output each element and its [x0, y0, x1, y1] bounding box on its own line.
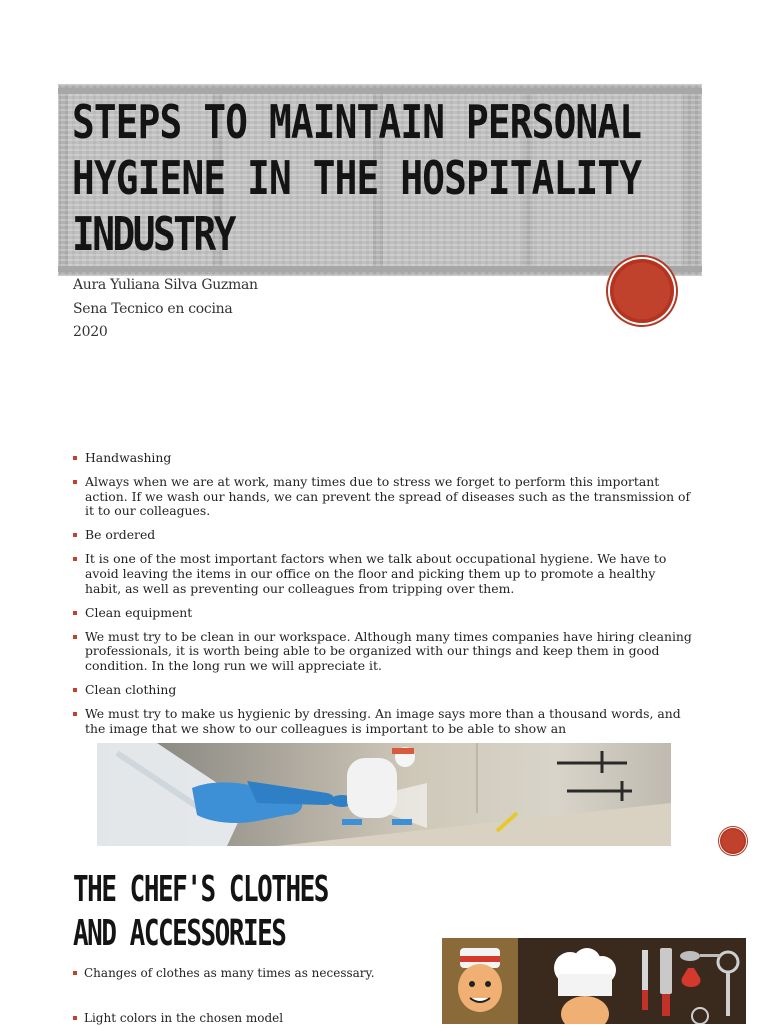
heading-line: THE CHEF'S CLOTHES [73, 869, 328, 910]
title-line: STEPS TO MAINTAIN PERSONAL [72, 95, 642, 149]
list-item: It is one of the most important factors when we talk about occupational hygiene. We have to avoid leaving the items in our office on the floor and picking them up to promote a healthy habit, as well as preventing our colleagues from tripping over them. [73, 552, 693, 596]
title-line: HYGIENE IN THE HOSPITALITY [72, 151, 642, 205]
hygiene-steps-list [73, 451, 693, 751]
list-item: Light colors in the chosen model [73, 1011, 433, 1026]
list-item: Handwashing [73, 451, 693, 466]
red-circle-ornament [610, 259, 674, 323]
chef-illustration-svg [442, 938, 746, 1024]
cleaning-photo [97, 743, 671, 846]
title-line: INDUSTRY [72, 207, 235, 261]
red-circle-ornament [720, 828, 746, 854]
year: 2020 [73, 324, 108, 340]
program-name: Sena Tecnico en cocina [73, 300, 233, 317]
heading-line: AND ACCESSORIES [73, 913, 286, 954]
chef-clothes-list [73, 966, 433, 1026]
list-item: We must try to be clean in our workspace. Although many times companies have hiring cleaning professionals, it is worth being able to be organized with our things and keep them in good condition. In the long run we will appreciate it. [73, 630, 693, 674]
page-title [72, 94, 642, 262]
list-item: Always when we are at work, many times due to stress we forget to perform this important action. If we wash our hands, we can prevent the spread of diseases such as the transmission of it to our colleagues. [73, 475, 693, 519]
section-heading [73, 868, 328, 956]
subtitle-block [73, 274, 258, 345]
cleaning-photo-illustration [97, 743, 671, 846]
list-item: We must try to make us hygienic by dressing. An image says more than a thousand words, and the image that we show to our colleagues is important to be able to show an [73, 707, 693, 736]
banner-stripe-bottom [58, 266, 702, 272]
chef-illustration [442, 938, 746, 1024]
author-name: Aura Yuliana Silva Guzman [73, 277, 258, 293]
list-item: Changes of clothes as many times as necessary. [73, 966, 433, 981]
list-item: Clean clothing [73, 683, 693, 698]
list-item: Be ordered [73, 528, 693, 543]
list-item: Clean equipment [73, 606, 693, 621]
